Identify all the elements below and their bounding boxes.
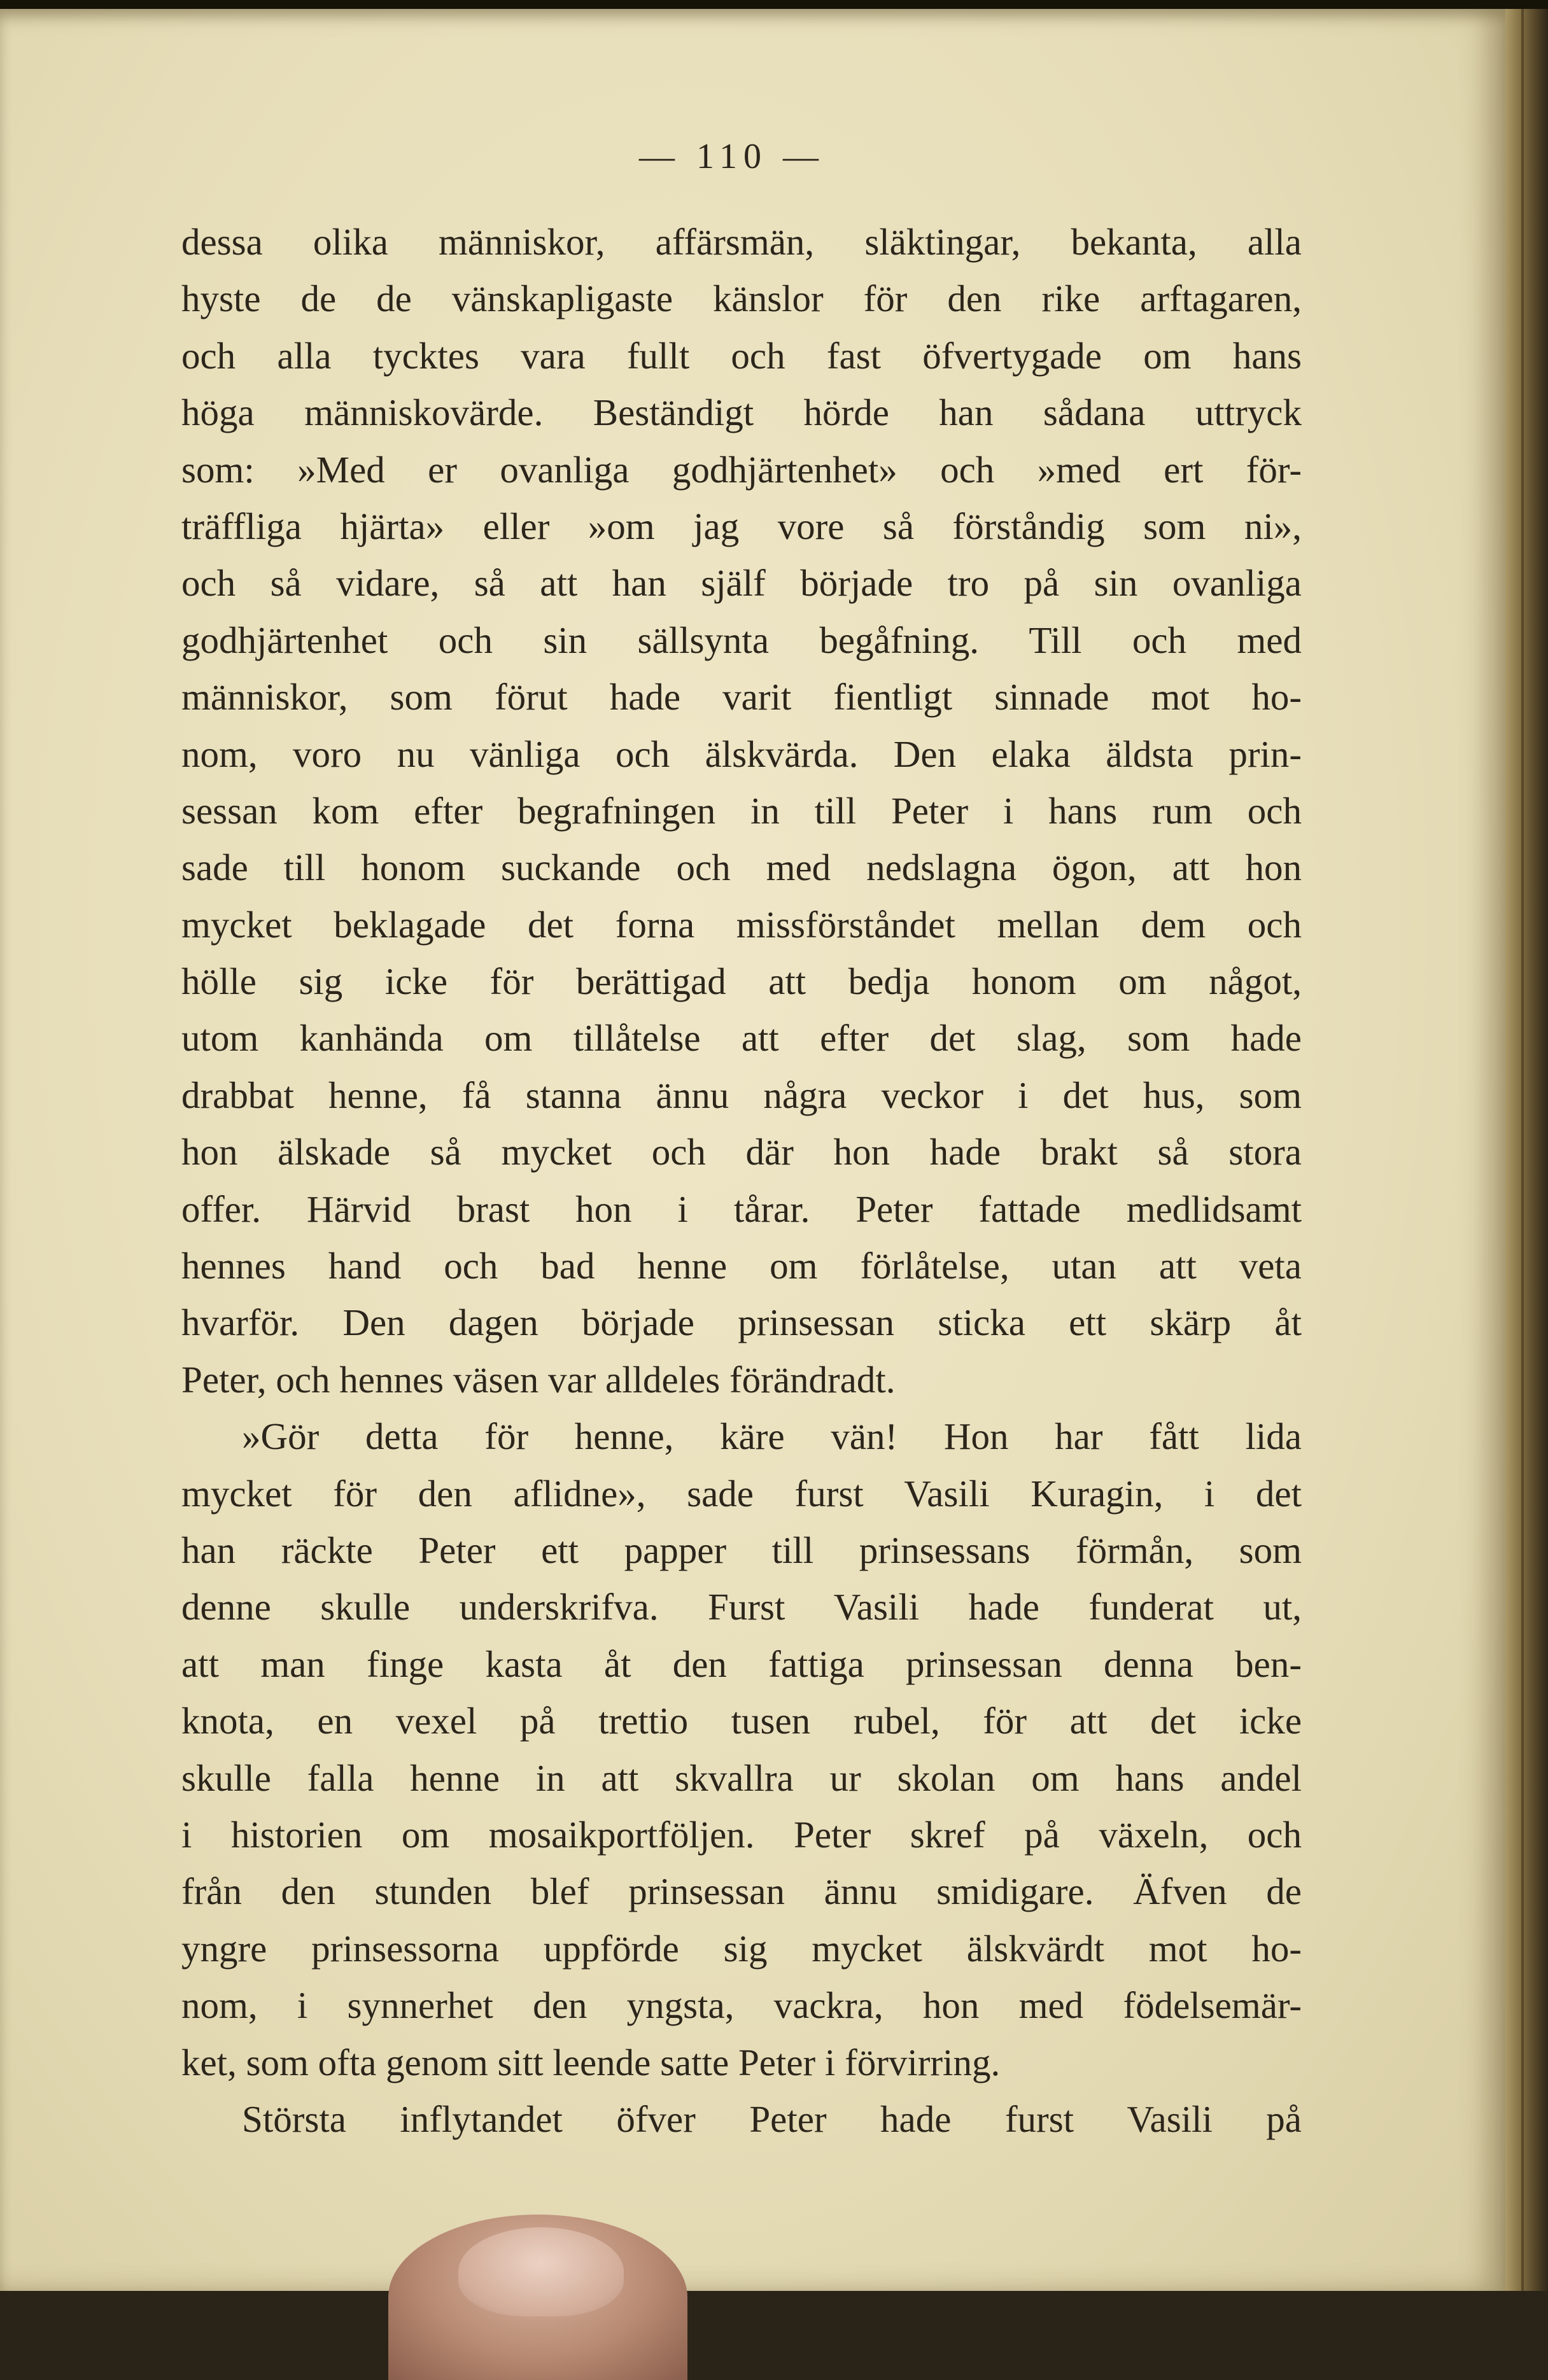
text-line: och så vidare, så att han själf började tro på sin ovanliga bbox=[181, 562, 1302, 605]
paragraph-end-line: ket, som ofta genom sitt leende satte Peter i förvirring. bbox=[181, 2041, 1001, 2083]
text-line: hyste de de vänskapligaste känslor för den rike arftagaren, bbox=[181, 277, 1302, 320]
paragraph-end-line: Peter, och hennes väsen var alldeles förändradt. bbox=[181, 1358, 896, 1401]
text-line: dessa olika människor, affärsmän, släktingar, bekanta, alla bbox=[181, 221, 1302, 263]
text-line: höga människovärde. Beständigt hörde han sådana uttryck bbox=[181, 391, 1302, 434]
text-line: offer. Härvid brast hon i tårar. Peter fattade medlidsamt bbox=[181, 1187, 1302, 1230]
text-line: »Gör detta för henne, käre vän! Hon har fått lida bbox=[242, 1415, 1302, 1458]
text-line: yngre prinsessorna uppförde sig mycket älskvärdt mot ho- bbox=[181, 1927, 1302, 1970]
text-line: och alla tycktes vara fullt och fast öfvertygade om hans bbox=[181, 334, 1302, 377]
text-line: drabbat henne, få stanna ännu några veckor i det hus, som bbox=[181, 1074, 1302, 1116]
text-line: Största inflytandet öfver Peter hade furst Vasili på bbox=[242, 2097, 1302, 2140]
text-line: hennes hand och bad henne om förlåtelse, utan att veta bbox=[181, 1245, 1302, 1287]
text-line: människor, som förut hade varit fientligt sinnade mot ho- bbox=[181, 676, 1302, 718]
text-line: knota, en vexel på trettio tusen rubel, för att det icke bbox=[181, 1700, 1302, 1742]
text-line: han räckte Peter ett papper till prinsessans förmån, som bbox=[181, 1529, 1302, 1571]
text-line: som: »Med er ovanliga godhjärtenhet» och »med ert för- bbox=[181, 448, 1302, 491]
text-line: mycket för den aflidne», sade furst Vasili Kuragin, i det bbox=[181, 1472, 1302, 1515]
text-line: hvarför. Den dagen började prinsessan sticka ett skärp åt bbox=[181, 1301, 1302, 1344]
text-line: denne skulle underskrifva. Furst Vasili hade funderat ut, bbox=[181, 1586, 1302, 1628]
page-edge-line bbox=[1521, 9, 1524, 2291]
text-line: mycket beklagade det forna missförståndet mellan dem och bbox=[181, 903, 1302, 946]
text-line: godhjärtenhet och sin sällsynta begåfning. Till och med bbox=[181, 619, 1302, 661]
text-line: sade till honom suckande och med nedslagna ögon, att hon bbox=[181, 846, 1302, 889]
page-number: — 110 — bbox=[639, 137, 825, 176]
text-line: hölle sig icke för berättigad att bedja honom om något, bbox=[181, 960, 1302, 1003]
text-line: nom, i synnerhet den yngsta, vackra, hon med födelsemär- bbox=[181, 1984, 1302, 2027]
text-line: utom kanhända om tillåtelse att efter det slag, som hade bbox=[181, 1017, 1302, 1060]
text-line: skulle falla henne in att skvallra ur skolan om hans andel bbox=[181, 1756, 1302, 1799]
text-line: i historien om mosaikportföljen. Peter skref på växeln, och bbox=[181, 1813, 1302, 1856]
thumbnail-nail bbox=[458, 2227, 624, 2316]
text-line: sessan kom efter begrafningen in till Peter i hans rum och bbox=[181, 789, 1302, 832]
text-line: nom, voro nu vänliga och älskvärda. Den elaka äldsta prin- bbox=[181, 732, 1302, 775]
text-line: hon älskade så mycket och där hon hade brakt så stora bbox=[181, 1131, 1302, 1173]
text-line: att man finge kasta åt den fattiga prinsessan denna ben- bbox=[181, 1642, 1302, 1685]
body-text bbox=[181, 214, 1302, 2148]
text-line: träffliga hjärta» eller »om jag vore så förståndig som ni», bbox=[181, 505, 1302, 547]
text-line: från den stunden blef prinsessan ännu smidigare. Äfven de bbox=[181, 1870, 1302, 1913]
